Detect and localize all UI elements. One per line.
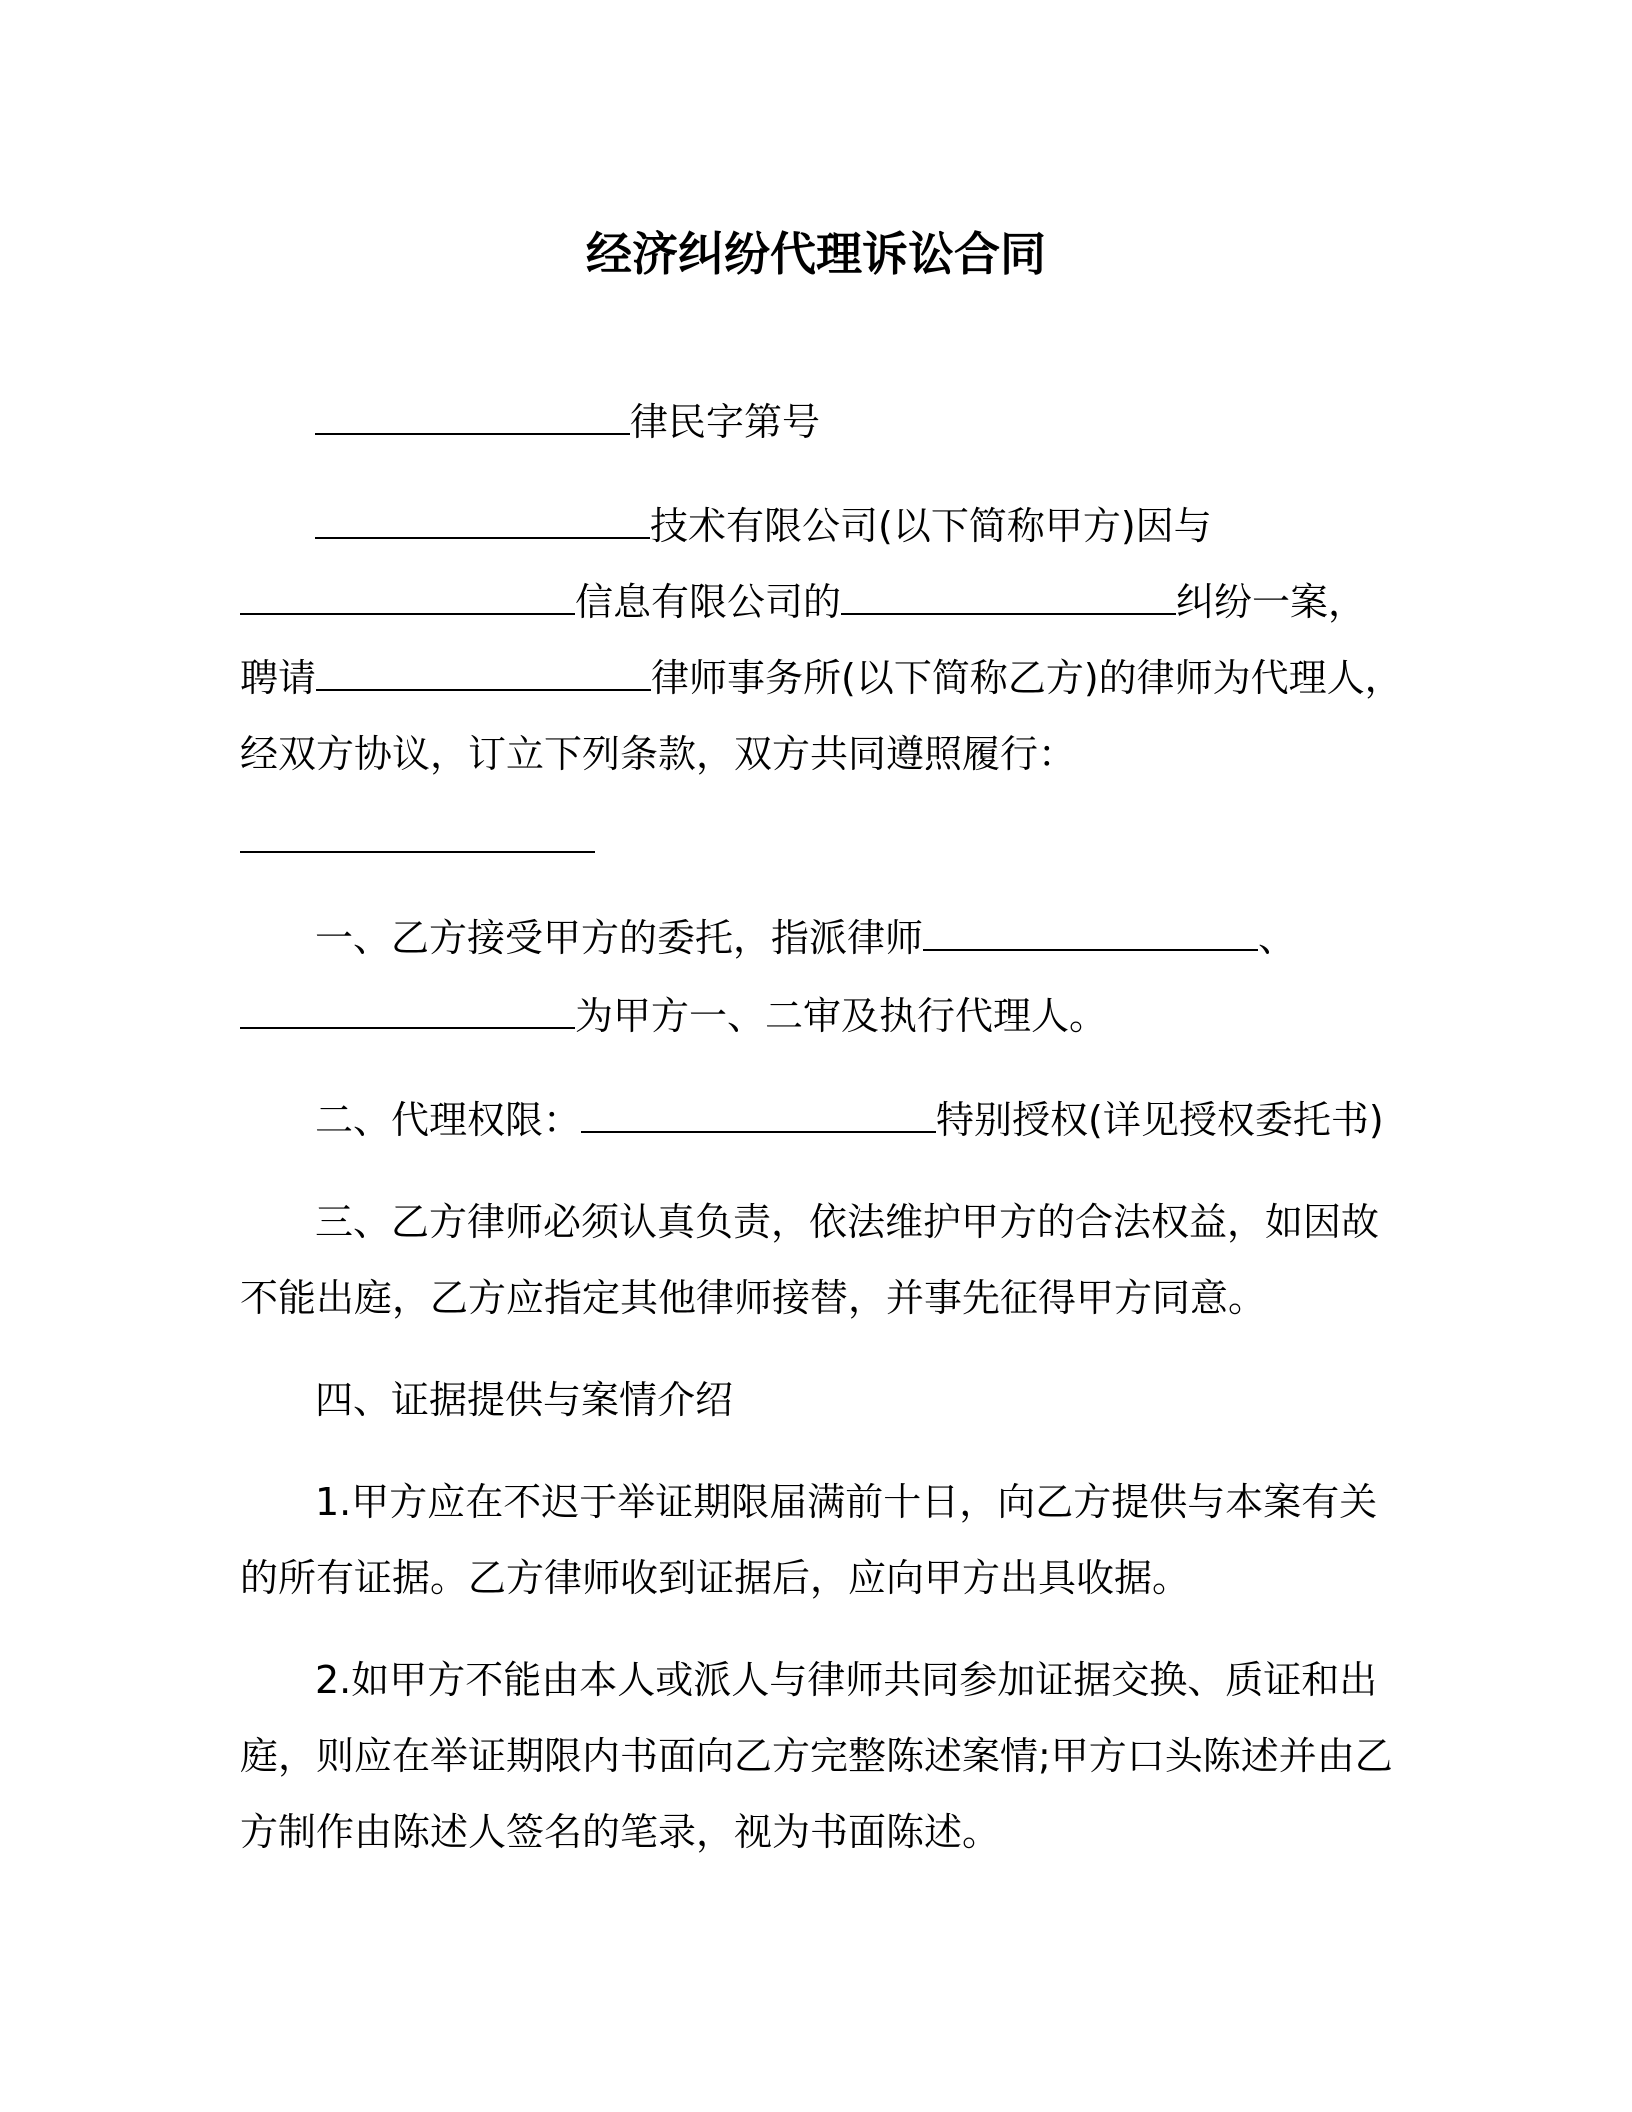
clause-4-item-2-text-1: 2.如甲方不能由本人或派人与律师共同参加证据交换、质证和出 [315, 1658, 1378, 1702]
clause-3-text-1: 三、乙方律师必须认真负责，依法维护甲方的合法权益，如因故 [315, 1200, 1380, 1244]
intro-line-4 [240, 728, 1076, 780]
intro-line-4-text: 经双方协议，订立下列条款，双方共同遵照履行： [240, 732, 1077, 776]
clause-4-item-2-line-3 [240, 1806, 1000, 1858]
separator-rule [240, 815, 595, 853]
clause-4-item-2-line-2 [240, 1730, 1393, 1782]
clause-3-line-2 [240, 1272, 1266, 1324]
clause-1-separator: 、 [1258, 916, 1297, 960]
opponent-name-blank [240, 577, 575, 615]
party-a-name-blank [315, 501, 650, 539]
lawyer-1-name-blank [923, 913, 1258, 951]
clause-3-text-2: 不能出庭，乙方应指定其他律师接替，并事先征得甲方同意。 [240, 1276, 1267, 1320]
intro-line-1 [315, 500, 1212, 552]
lawyer-2-name-blank [240, 991, 575, 1029]
intro-line-3 [240, 652, 1403, 704]
reference-number-suffix: 律民字第号 [630, 400, 821, 444]
clause-3-line-1 [315, 1196, 1379, 1248]
intro-line-3-start: 聘请 [240, 656, 317, 700]
authority-scope-blank [581, 1095, 936, 1133]
clause-4-heading [315, 1374, 733, 1426]
reference-number-line [315, 396, 820, 448]
intro-line-2 [240, 576, 1366, 628]
clause-2-start: 二、代理权限： [315, 1098, 582, 1142]
intro-line-2-mid: 信息有限公司的 [575, 580, 842, 624]
clause-4-item-1-text-1: 1.甲方应在不迟于举证期限届满前十日，向乙方提供与本案有关 [315, 1480, 1378, 1524]
dispute-type-blank [841, 577, 1176, 615]
clause-2-line [315, 1094, 1384, 1146]
clause-4-item-2-text-2: 庭，则应在举证期限内书面向乙方完整陈述案情;甲方口头陈述并由乙 [240, 1734, 1393, 1778]
document-title: 经济纠纷代理诉讼合同 [586, 227, 1046, 281]
clause-4-item-1-line-1 [315, 1476, 1377, 1528]
clause-4-item-2-line-1 [315, 1654, 1377, 1706]
clause-4-heading-text: 四、证据提供与案情介绍 [315, 1378, 734, 1422]
intro-line-3-end: 律师事务所(以下简称乙方)的律师为代理人， [651, 656, 1403, 700]
clause-2-end: 特别授权(详见授权委托书) [936, 1098, 1384, 1142]
separator-rule-line [240, 814, 595, 866]
clause-1-line-2 [240, 990, 1107, 1042]
law-firm-name-blank [316, 653, 651, 691]
clause-4-item-1-text-2: 的所有证据。乙方律师收到证据后，应向甲方出具收据。 [240, 1556, 1191, 1600]
clause-1-line-1 [315, 912, 1296, 964]
clause-1-end: 为甲方一、二审及执行代理人。 [575, 994, 1108, 1038]
clause-1-start: 一、乙方接受甲方的委托，指派律师 [315, 916, 924, 960]
intro-line-2-end: 纠纷一案， [1176, 580, 1367, 624]
clause-4-item-1-line-2 [240, 1552, 1190, 1604]
clause-4-item-2-text-3: 方制作由陈述人签名的笔录，视为书面陈述。 [240, 1810, 1001, 1854]
reference-number-blank [315, 397, 630, 435]
intro-line-1-text: 技术有限公司(以下简称甲方)因与 [650, 504, 1212, 548]
